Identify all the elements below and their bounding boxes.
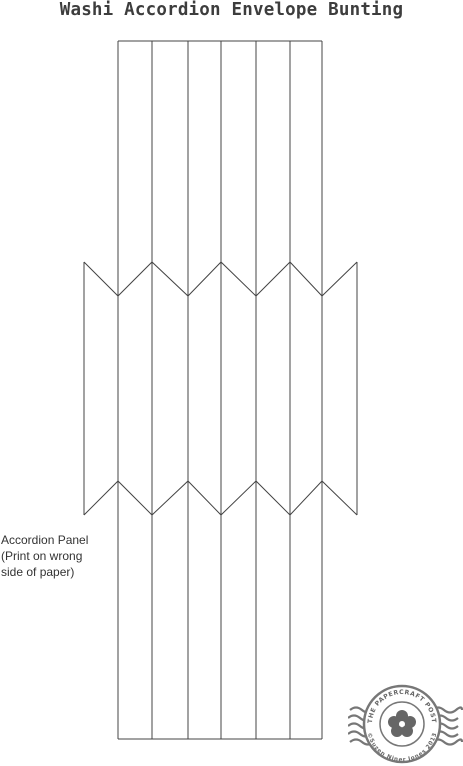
stamp-bottom-text: ©Suzen Niner Jones 2013	[365, 732, 439, 764]
upper-fold-lines	[118, 41, 322, 296]
accordion-panel-label	[1, 532, 88, 580]
panel-label-line-1: Accordion Panel	[1, 533, 89, 547]
middle-fold-lines	[118, 262, 322, 515]
page-title: Washi Accordion Envelope Bunting	[59, 0, 404, 20]
panel-label-line-2: (Print on wrong	[1, 549, 83, 563]
stamp-top-text: THE PAPERCRAFT POST	[366, 688, 438, 724]
panel-label-line-3: side of paper)	[1, 565, 75, 579]
papercraft-post-stamp-logo	[348, 680, 463, 766]
lower-fold-lines	[118, 481, 322, 739]
